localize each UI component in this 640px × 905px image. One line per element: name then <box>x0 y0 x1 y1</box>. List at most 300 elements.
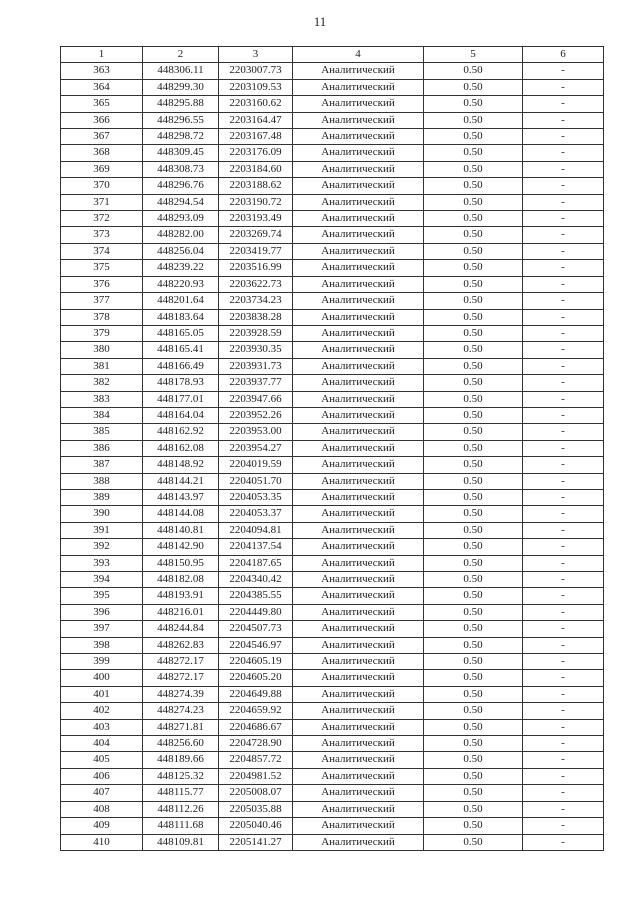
method-cell: Аналитический <box>293 654 424 670</box>
accuracy-cell: 0.50 <box>424 243 523 259</box>
point-number-cell: 392 <box>61 539 143 555</box>
x-coordinate-cell: 448143.97 <box>143 489 219 505</box>
x-coordinate-cell: 448150.95 <box>143 555 219 571</box>
note-cell: - <box>523 276 604 292</box>
accuracy-cell: 0.50 <box>424 227 523 243</box>
x-coordinate-cell: 448295.88 <box>143 96 219 112</box>
point-number-cell: 407 <box>61 785 143 801</box>
note-cell: - <box>523 785 604 801</box>
accuracy-cell: 0.50 <box>424 276 523 292</box>
point-number-cell: 405 <box>61 752 143 768</box>
method-cell: Аналитический <box>293 194 424 210</box>
note-cell: - <box>523 96 604 112</box>
method-cell: Аналитический <box>293 785 424 801</box>
y-coordinate-cell: 2203269.74 <box>219 227 293 243</box>
x-coordinate-cell: 448309.45 <box>143 145 219 161</box>
y-coordinate-cell: 2204649.88 <box>219 686 293 702</box>
accuracy-cell: 0.50 <box>424 621 523 637</box>
point-number-cell: 402 <box>61 703 143 719</box>
method-cell: Аналитический <box>293 457 424 473</box>
method-cell: Аналитический <box>293 161 424 177</box>
table-header-row <box>61 47 604 63</box>
accuracy-cell: 0.50 <box>424 555 523 571</box>
x-coordinate-cell: 448144.21 <box>143 473 219 489</box>
table-row <box>61 555 604 571</box>
method-cell: Аналитический <box>293 736 424 752</box>
accuracy-cell: 0.50 <box>424 736 523 752</box>
table-row <box>61 178 604 194</box>
y-coordinate-cell: 2203419.77 <box>219 243 293 259</box>
table-row <box>61 768 604 784</box>
x-coordinate-cell: 448178.93 <box>143 375 219 391</box>
table-row <box>61 604 604 620</box>
table-row <box>61 145 604 161</box>
point-number-cell: 363 <box>61 63 143 79</box>
x-coordinate-cell: 448308.73 <box>143 161 219 177</box>
accuracy-cell: 0.50 <box>424 112 523 128</box>
point-number-cell: 394 <box>61 572 143 588</box>
note-cell: - <box>523 358 604 374</box>
accuracy-cell: 0.50 <box>424 63 523 79</box>
point-number-cell: 386 <box>61 440 143 456</box>
accuracy-cell: 0.50 <box>424 424 523 440</box>
note-cell: - <box>523 293 604 309</box>
note-cell: - <box>523 539 604 555</box>
x-coordinate-cell: 448293.09 <box>143 211 219 227</box>
point-number-cell: 399 <box>61 654 143 670</box>
note-cell: - <box>523 211 604 227</box>
accuracy-cell: 0.50 <box>424 391 523 407</box>
table-row <box>61 752 604 768</box>
y-coordinate-cell: 2204053.35 <box>219 489 293 505</box>
y-coordinate-cell: 2204546.97 <box>219 637 293 653</box>
note-cell: - <box>523 473 604 489</box>
table-row <box>61 375 604 391</box>
point-number-cell: 384 <box>61 407 143 423</box>
x-coordinate-cell: 448164.04 <box>143 407 219 423</box>
y-coordinate-cell: 2203734.23 <box>219 293 293 309</box>
column-header: 4 <box>293 47 424 63</box>
note-cell: - <box>523 654 604 670</box>
x-coordinate-cell: 448165.05 <box>143 325 219 341</box>
x-coordinate-cell: 448256.04 <box>143 243 219 259</box>
method-cell: Аналитический <box>293 129 424 145</box>
accuracy-cell: 0.50 <box>424 539 523 555</box>
x-coordinate-cell: 448193.91 <box>143 588 219 604</box>
table-row <box>61 621 604 637</box>
y-coordinate-cell: 2203930.35 <box>219 342 293 358</box>
x-coordinate-cell: 448274.23 <box>143 703 219 719</box>
table-row <box>61 309 604 325</box>
x-coordinate-cell: 448148.92 <box>143 457 219 473</box>
note-cell: - <box>523 818 604 834</box>
y-coordinate-cell: 2204659.92 <box>219 703 293 719</box>
table-row <box>61 539 604 555</box>
y-coordinate-cell: 2204019.59 <box>219 457 293 473</box>
x-coordinate-cell: 448239.22 <box>143 260 219 276</box>
method-cell: Аналитический <box>293 522 424 538</box>
y-coordinate-cell: 2204449.80 <box>219 604 293 620</box>
table-row <box>61 489 604 505</box>
accuracy-cell: 0.50 <box>424 572 523 588</box>
note-cell: - <box>523 752 604 768</box>
method-cell: Аналитический <box>293 473 424 489</box>
x-coordinate-cell: 448144.08 <box>143 506 219 522</box>
table-row <box>61 686 604 702</box>
note-cell: - <box>523 325 604 341</box>
table-row <box>61 293 604 309</box>
x-coordinate-cell: 448125.32 <box>143 768 219 784</box>
table-row <box>61 358 604 374</box>
point-number-cell: 367 <box>61 129 143 145</box>
table-row <box>61 801 604 817</box>
method-cell: Аналитический <box>293 539 424 555</box>
note-cell: - <box>523 522 604 538</box>
y-coordinate-cell: 2204051.70 <box>219 473 293 489</box>
y-coordinate-cell: 2204385.55 <box>219 588 293 604</box>
table-row <box>61 342 604 358</box>
note-cell: - <box>523 145 604 161</box>
method-cell: Аналитический <box>293 588 424 604</box>
y-coordinate-cell: 2203164.47 <box>219 112 293 128</box>
point-number-cell: 390 <box>61 506 143 522</box>
x-coordinate-cell: 448216.01 <box>143 604 219 620</box>
point-number-cell: 378 <box>61 309 143 325</box>
note-cell: - <box>523 194 604 210</box>
method-cell: Аналитический <box>293 801 424 817</box>
point-number-cell: 404 <box>61 736 143 752</box>
table-row <box>61 785 604 801</box>
accuracy-cell: 0.50 <box>424 211 523 227</box>
method-cell: Аналитический <box>293 375 424 391</box>
table-row <box>61 654 604 670</box>
method-cell: Аналитический <box>293 621 424 637</box>
y-coordinate-cell: 2203928.59 <box>219 325 293 341</box>
accuracy-cell: 0.50 <box>424 194 523 210</box>
y-coordinate-cell: 2203167.48 <box>219 129 293 145</box>
note-cell: - <box>523 489 604 505</box>
accuracy-cell: 0.50 <box>424 670 523 686</box>
x-coordinate-cell: 448162.92 <box>143 424 219 440</box>
column-header: 1 <box>61 47 143 63</box>
note-cell: - <box>523 79 604 95</box>
point-number-cell: 364 <box>61 79 143 95</box>
table-row <box>61 588 604 604</box>
accuracy-cell: 0.50 <box>424 752 523 768</box>
point-number-cell: 389 <box>61 489 143 505</box>
point-number-cell: 372 <box>61 211 143 227</box>
column-header: 2 <box>143 47 219 63</box>
method-cell: Аналитический <box>293 834 424 850</box>
point-number-cell: 375 <box>61 260 143 276</box>
table-row <box>61 227 604 243</box>
accuracy-cell: 0.50 <box>424 522 523 538</box>
method-cell: Аналитический <box>293 112 424 128</box>
y-coordinate-cell: 2204686.67 <box>219 719 293 735</box>
accuracy-cell: 0.50 <box>424 260 523 276</box>
table-row <box>61 63 604 79</box>
table-row <box>61 161 604 177</box>
table-row <box>61 670 604 686</box>
note-cell: - <box>523 834 604 850</box>
y-coordinate-cell: 2203188.62 <box>219 178 293 194</box>
y-coordinate-cell: 2204340.42 <box>219 572 293 588</box>
method-cell: Аналитический <box>293 768 424 784</box>
accuracy-cell: 0.50 <box>424 96 523 112</box>
point-number-cell: 371 <box>61 194 143 210</box>
x-coordinate-cell: 448244.84 <box>143 621 219 637</box>
table-row <box>61 703 604 719</box>
note-cell: - <box>523 506 604 522</box>
column-header: 6 <box>523 47 604 63</box>
point-number-cell: 381 <box>61 358 143 374</box>
y-coordinate-cell: 2204605.19 <box>219 654 293 670</box>
point-number-cell: 406 <box>61 768 143 784</box>
x-coordinate-cell: 448282.00 <box>143 227 219 243</box>
point-number-cell: 383 <box>61 391 143 407</box>
method-cell: Аналитический <box>293 572 424 588</box>
x-coordinate-cell: 448189.66 <box>143 752 219 768</box>
accuracy-cell: 0.50 <box>424 407 523 423</box>
note-cell: - <box>523 178 604 194</box>
point-number-cell: 379 <box>61 325 143 341</box>
table-row <box>61 457 604 473</box>
accuracy-cell: 0.50 <box>424 178 523 194</box>
note-cell: - <box>523 801 604 817</box>
accuracy-cell: 0.50 <box>424 129 523 145</box>
accuracy-cell: 0.50 <box>424 440 523 456</box>
method-cell: Аналитический <box>293 293 424 309</box>
method-cell: Аналитический <box>293 243 424 259</box>
point-number-cell: 374 <box>61 243 143 259</box>
x-coordinate-cell: 448115.77 <box>143 785 219 801</box>
y-coordinate-cell: 2205008.07 <box>219 785 293 801</box>
x-coordinate-cell: 448294.54 <box>143 194 219 210</box>
x-coordinate-cell: 448272.17 <box>143 654 219 670</box>
accuracy-cell: 0.50 <box>424 588 523 604</box>
point-number-cell: 400 <box>61 670 143 686</box>
note-cell: - <box>523 719 604 735</box>
note-cell: - <box>523 227 604 243</box>
note-cell: - <box>523 161 604 177</box>
table-row <box>61 506 604 522</box>
point-number-cell: 397 <box>61 621 143 637</box>
note-cell: - <box>523 604 604 620</box>
method-cell: Аналитический <box>293 555 424 571</box>
x-coordinate-cell: 448165.41 <box>143 342 219 358</box>
y-coordinate-cell: 2203931.73 <box>219 358 293 374</box>
point-number-cell: 370 <box>61 178 143 194</box>
y-coordinate-cell: 2203937.77 <box>219 375 293 391</box>
x-coordinate-cell: 448306.11 <box>143 63 219 79</box>
accuracy-cell: 0.50 <box>424 604 523 620</box>
method-cell: Аналитический <box>293 407 424 423</box>
point-number-cell: 408 <box>61 801 143 817</box>
y-coordinate-cell: 2205035.88 <box>219 801 293 817</box>
y-coordinate-cell: 2205141.27 <box>219 834 293 850</box>
accuracy-cell: 0.50 <box>424 358 523 374</box>
method-cell: Аналитический <box>293 96 424 112</box>
page-number: 11 <box>313 14 327 29</box>
note-cell: - <box>523 703 604 719</box>
table-row <box>61 407 604 423</box>
point-number-cell: 387 <box>61 457 143 473</box>
y-coordinate-cell: 2203190.72 <box>219 194 293 210</box>
accuracy-cell: 0.50 <box>424 719 523 735</box>
y-coordinate-cell: 2203947.66 <box>219 391 293 407</box>
y-coordinate-cell: 2203193.49 <box>219 211 293 227</box>
y-coordinate-cell: 2203109.53 <box>219 79 293 95</box>
note-cell: - <box>523 686 604 702</box>
point-number-cell: 368 <box>61 145 143 161</box>
point-number-cell: 401 <box>61 686 143 702</box>
y-coordinate-cell: 2203838.28 <box>219 309 293 325</box>
accuracy-cell: 0.50 <box>424 325 523 341</box>
accuracy-cell: 0.50 <box>424 654 523 670</box>
accuracy-cell: 0.50 <box>424 342 523 358</box>
method-cell: Аналитический <box>293 63 424 79</box>
y-coordinate-cell: 2203176.09 <box>219 145 293 161</box>
x-coordinate-cell: 448296.55 <box>143 112 219 128</box>
y-coordinate-cell: 2203184.60 <box>219 161 293 177</box>
x-coordinate-cell: 448142.90 <box>143 539 219 555</box>
note-cell: - <box>523 112 604 128</box>
point-number-cell: 373 <box>61 227 143 243</box>
column-header: 5 <box>424 47 523 63</box>
note-cell: - <box>523 736 604 752</box>
method-cell: Аналитический <box>293 145 424 161</box>
note-cell: - <box>523 621 604 637</box>
accuracy-cell: 0.50 <box>424 473 523 489</box>
y-coordinate-cell: 2204728.90 <box>219 736 293 752</box>
note-cell: - <box>523 129 604 145</box>
table-body <box>61 63 604 851</box>
method-cell: Аналитический <box>293 489 424 505</box>
x-coordinate-cell: 448274.39 <box>143 686 219 702</box>
accuracy-cell: 0.50 <box>424 834 523 850</box>
note-cell: - <box>523 342 604 358</box>
accuracy-cell: 0.50 <box>424 785 523 801</box>
table-row <box>61 96 604 112</box>
accuracy-cell: 0.50 <box>424 457 523 473</box>
note-cell: - <box>523 588 604 604</box>
point-number-cell: 382 <box>61 375 143 391</box>
x-coordinate-cell: 448183.64 <box>143 309 219 325</box>
note-cell: - <box>523 243 604 259</box>
method-cell: Аналитический <box>293 818 424 834</box>
point-number-cell: 377 <box>61 293 143 309</box>
table-row <box>61 424 604 440</box>
accuracy-cell: 0.50 <box>424 818 523 834</box>
x-coordinate-cell: 448298.72 <box>143 129 219 145</box>
y-coordinate-cell: 2204187.65 <box>219 555 293 571</box>
table-row <box>61 211 604 227</box>
table-row <box>61 637 604 653</box>
x-coordinate-cell: 448256.60 <box>143 736 219 752</box>
accuracy-cell: 0.50 <box>424 79 523 95</box>
accuracy-cell: 0.50 <box>424 161 523 177</box>
method-cell: Аналитический <box>293 752 424 768</box>
point-number-cell: 388 <box>61 473 143 489</box>
table-row <box>61 473 604 489</box>
method-cell: Аналитический <box>293 309 424 325</box>
y-coordinate-cell: 2203953.00 <box>219 424 293 440</box>
x-coordinate-cell: 448296.76 <box>143 178 219 194</box>
table-row <box>61 572 604 588</box>
point-number-cell: 396 <box>61 604 143 620</box>
table-row <box>61 719 604 735</box>
x-coordinate-cell: 448220.93 <box>143 276 219 292</box>
method-cell: Аналитический <box>293 506 424 522</box>
x-coordinate-cell: 448177.01 <box>143 391 219 407</box>
method-cell: Аналитический <box>293 325 424 341</box>
x-coordinate-cell: 448109.81 <box>143 834 219 850</box>
table-row <box>61 736 604 752</box>
note-cell: - <box>523 457 604 473</box>
table-row <box>61 325 604 341</box>
method-cell: Аналитический <box>293 670 424 686</box>
y-coordinate-cell: 2203516.99 <box>219 260 293 276</box>
y-coordinate-cell: 2204605.20 <box>219 670 293 686</box>
accuracy-cell: 0.50 <box>424 801 523 817</box>
method-cell: Аналитический <box>293 211 424 227</box>
note-cell: - <box>523 424 604 440</box>
note-cell: - <box>523 309 604 325</box>
x-coordinate-cell: 448299.30 <box>143 79 219 95</box>
coordinates-table <box>60 46 604 851</box>
method-cell: Аналитический <box>293 440 424 456</box>
note-cell: - <box>523 440 604 456</box>
table-row <box>61 194 604 210</box>
table-row <box>61 834 604 850</box>
column-header: 3 <box>219 47 293 63</box>
y-coordinate-cell: 2203622.73 <box>219 276 293 292</box>
method-cell: Аналитический <box>293 391 424 407</box>
x-coordinate-cell: 448162.08 <box>143 440 219 456</box>
point-number-cell: 398 <box>61 637 143 653</box>
accuracy-cell: 0.50 <box>424 309 523 325</box>
accuracy-cell: 0.50 <box>424 293 523 309</box>
y-coordinate-cell: 2203160.62 <box>219 96 293 112</box>
x-coordinate-cell: 448112.26 <box>143 801 219 817</box>
table-row <box>61 260 604 276</box>
x-coordinate-cell: 448272.17 <box>143 670 219 686</box>
point-number-cell: 395 <box>61 588 143 604</box>
point-number-cell: 380 <box>61 342 143 358</box>
point-number-cell: 393 <box>61 555 143 571</box>
method-cell: Аналитический <box>293 604 424 620</box>
y-coordinate-cell: 2204137.54 <box>219 539 293 555</box>
accuracy-cell: 0.50 <box>424 145 523 161</box>
note-cell: - <box>523 768 604 784</box>
point-number-cell: 409 <box>61 818 143 834</box>
method-cell: Аналитический <box>293 342 424 358</box>
point-number-cell: 366 <box>61 112 143 128</box>
accuracy-cell: 0.50 <box>424 768 523 784</box>
y-coordinate-cell: 2203952.26 <box>219 407 293 423</box>
x-coordinate-cell: 448166.49 <box>143 358 219 374</box>
x-coordinate-cell: 448140.81 <box>143 522 219 538</box>
method-cell: Аналитический <box>293 276 424 292</box>
y-coordinate-cell: 2204507.73 <box>219 621 293 637</box>
table-row <box>61 276 604 292</box>
note-cell: - <box>523 407 604 423</box>
point-number-cell: 376 <box>61 276 143 292</box>
x-coordinate-cell: 448111.68 <box>143 818 219 834</box>
note-cell: - <box>523 572 604 588</box>
table-row <box>61 243 604 259</box>
accuracy-cell: 0.50 <box>424 637 523 653</box>
